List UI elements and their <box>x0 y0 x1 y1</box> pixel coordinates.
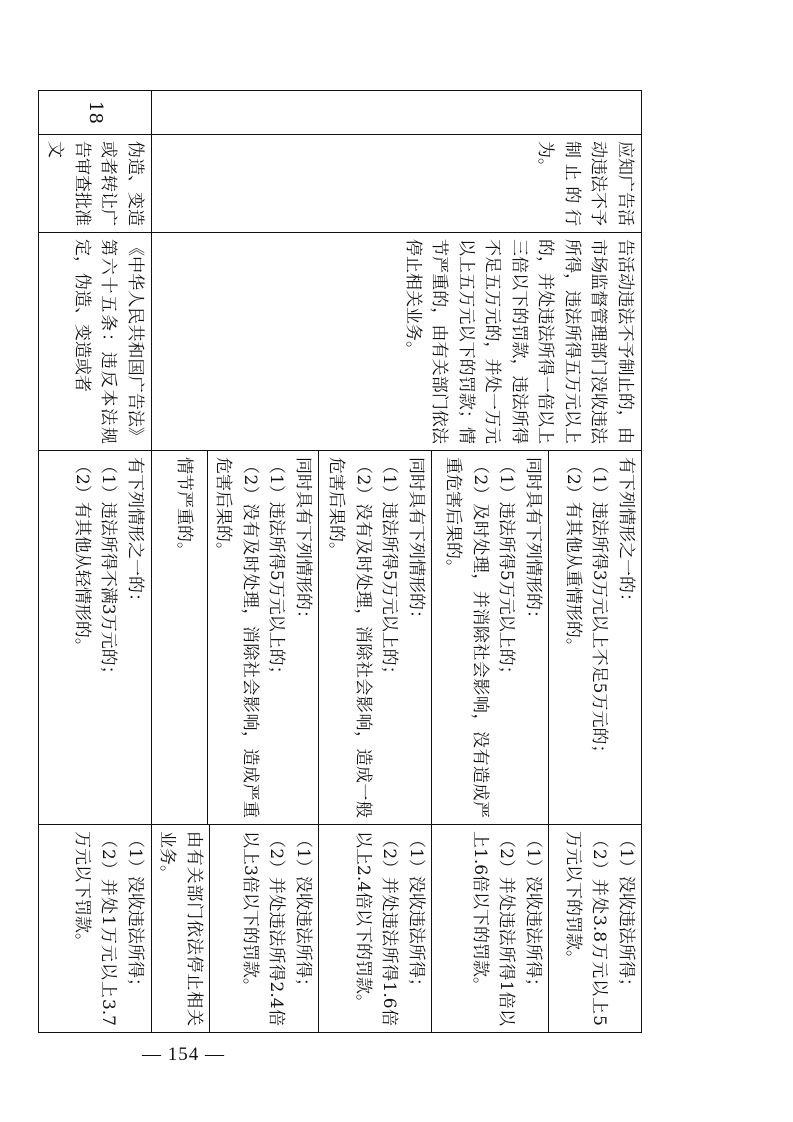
circumstance-line: 同时具有下列情形的： <box>406 457 426 627</box>
penalty-cell <box>39 825 152 1033</box>
circumstance-line: （1）违法所得不满3万元的； <box>98 457 119 683</box>
rotated-table-page <box>45 90 642 1032</box>
row-number <box>152 91 642 135</box>
circumstance-line: 情节严重的。 <box>174 457 194 559</box>
violation-behavior: 应知广告活动违法不予制止的行为。 <box>152 135 642 233</box>
penalty-level-5 <box>152 825 209 1032</box>
penalty-level-2 <box>431 825 548 1032</box>
penalty-level-1 <box>548 825 641 1032</box>
table-row <box>39 91 152 1033</box>
circumstance-line: （2）及时处理，并消除社会影响，没有造成严重危害后果的。 <box>443 457 490 818</box>
circumstances-cell <box>152 451 642 825</box>
penalty-line: （1）没收违法所得； <box>406 831 426 995</box>
violation-behavior: 伪造、变造或者转让广告审查批准文 <box>39 135 152 233</box>
circumstance-line: 同时具有下列情形的： <box>293 457 313 627</box>
circumstances-cell <box>39 451 152 825</box>
table-row <box>152 91 642 1033</box>
circumstance-level-1 <box>548 451 641 824</box>
circumstance-level-3 <box>318 451 431 824</box>
circumstance-line: （2）没有及时处理，消除社会影响，造成一般危害后果的。 <box>326 457 373 818</box>
penalty-line: （1）没收违法所得； <box>523 831 543 995</box>
penalty-line: （1）没收违法所得； <box>293 831 313 995</box>
circumstance-level-5 <box>152 451 207 824</box>
penalty-cell <box>152 825 642 1033</box>
circumstance-line: （2）有其他从轻情形的。 <box>72 457 92 655</box>
legal-basis: 《中华人民共和国广告法》第六十五条：违反本法规定，伪造、变造或者 <box>39 233 152 451</box>
page-number: — 154 — <box>142 1044 225 1065</box>
circumstance-line: （1）违法所得3万元以上不足5万元的； <box>589 457 610 762</box>
penalty-line: 由有关部门依法停止相关业务。 <box>157 831 204 1026</box>
penalty-line: （1）没收违法所得； <box>125 831 145 995</box>
circumstance-line: （2）有其他从重情形的。 <box>563 457 583 655</box>
penalty-standard-table <box>38 90 642 1033</box>
circumstance-line: 同时具有下列情形的： <box>523 457 543 627</box>
penalty-line: （2）并处1万元以上3.7万元以下罚款。 <box>72 831 119 1026</box>
circumstance-level-2 <box>431 451 548 824</box>
circumstance-line: （1）违法所得5万元以上的； <box>379 457 400 683</box>
circumstance-line: 有下列情形之一的： <box>616 457 636 610</box>
penalty-line: （2）并处违法所得1.6倍以上2.4倍以下的罚款。 <box>353 831 400 1026</box>
penalty-line: （2）并处违法所得1倍以上1.6倍以下的罚款。 <box>470 831 517 1026</box>
legal-basis: 告活动违法不予制止的，由市场监督管理部门没收违法所得，违法所得五万元以上的，并处违法所得一倍以上三倍以下的罚款，违法所得不足五万元的，并处一万元以上五万元以下的罚款；情节严重的，由有关部门依法停止相关业务。 <box>152 233 642 451</box>
penalty-level-4 <box>209 825 318 1032</box>
circumstance-line: （1）违法所得5万元以上的； <box>266 457 287 683</box>
circumstance-line: 有下列情形之一的： <box>125 457 145 610</box>
penalty-line: （2）并处3.8万元以上5万元以下的罚款。 <box>563 831 610 1026</box>
circumstance-line: （2）没有及时处理，消除社会影响，造成严重危害后果的。 <box>213 457 260 818</box>
circumstance-level-4 <box>207 451 318 824</box>
penalty-level-3 <box>318 825 431 1032</box>
penalty-line: （2）并处违法所得2.4倍以上3倍以下的罚款。 <box>240 831 287 1026</box>
penalty-line: （1）没收违法所得； <box>616 831 636 995</box>
circumstance-line: （1）违法所得5万元以上的； <box>496 457 517 683</box>
row-number: 18 <box>39 91 152 135</box>
